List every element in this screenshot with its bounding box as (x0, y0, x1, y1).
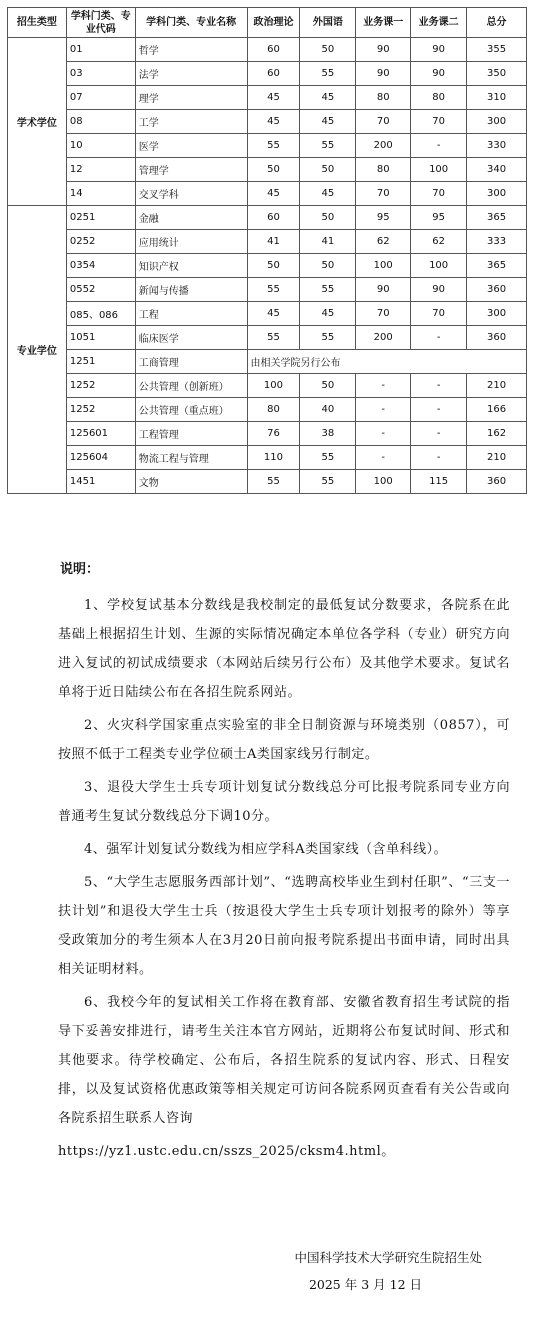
cell-code: 0252 (66, 230, 135, 254)
table-row (8, 206, 527, 230)
table-row (8, 470, 527, 494)
cell-course2: 70 (411, 182, 467, 206)
cell-foreign: 55 (300, 470, 356, 494)
cell-name: 公共管理（创新班） (135, 374, 247, 398)
group-professional: 专业学位 (8, 206, 67, 494)
cell-foreign: 50 (300, 38, 356, 62)
cell-name: 公共管理（重点班） (135, 398, 247, 422)
cell-politics: 60 (247, 62, 300, 86)
notes-title: 说明： (60, 562, 100, 577)
cell-code: 10 (66, 134, 135, 158)
cell-total: 300 (467, 182, 527, 206)
cell-course1: - (356, 398, 411, 422)
cell-total: 166 (467, 398, 527, 422)
cell-politics: 60 (247, 38, 300, 62)
cell-name: 物流工程与管理 (135, 446, 247, 470)
cell-code: 1252 (66, 374, 135, 398)
cell-course2: 90 (411, 62, 467, 86)
cell-foreign: 45 (300, 302, 356, 326)
cell-course2: 62 (411, 230, 467, 254)
note-item-3: 3、退役大学生士兵专项计划复试分数线总分可比报考院系同专业方向普通考生复试分数线总分下调10分。 (58, 780, 510, 824)
table-header-row (8, 8, 527, 38)
cell-foreign: 55 (300, 446, 356, 470)
cell-foreign: 55 (300, 326, 356, 350)
note-item-4: 4、强军计划复试分数线为相应学科A类国家线（含单科线）。 (84, 842, 448, 857)
cell-total: 162 (467, 422, 527, 446)
cell-foreign: 38 (300, 422, 356, 446)
cell-course1: 200 (356, 134, 411, 158)
cell-name: 临床医学 (135, 326, 247, 350)
cell-politics: 50 (247, 158, 300, 182)
cell-course2: - (411, 422, 467, 446)
header-course1: 业务课一 (356, 8, 411, 38)
header-politics: 政治理论 (247, 8, 300, 38)
cell-course2: - (411, 398, 467, 422)
notes-section (58, 558, 510, 1170)
cell-foreign: 45 (300, 182, 356, 206)
cell-code: 03 (66, 62, 135, 86)
table-row (8, 422, 527, 446)
cell-foreign: 50 (300, 254, 356, 278)
table-row (8, 110, 527, 134)
cell-total: 330 (467, 134, 527, 158)
cell-code: 125604 (66, 446, 135, 470)
cell-name: 应用统计 (135, 230, 247, 254)
cell-total: 300 (467, 110, 527, 134)
header-type: 招生类型 (8, 8, 67, 38)
cell-course2: 70 (411, 110, 467, 134)
cell-politics: 55 (247, 470, 300, 494)
signature-org: 中国科学技术大学研究生院招生处 (294, 1250, 482, 1265)
cell-course2: 90 (411, 278, 467, 302)
cell-course1: 90 (356, 62, 411, 86)
cell-code: 14 (66, 182, 135, 206)
cell-course2: - (411, 134, 467, 158)
table-row (8, 374, 527, 398)
cell-foreign: 50 (300, 158, 356, 182)
cell-name: 理学 (135, 86, 247, 110)
cell-total: 210 (467, 446, 527, 470)
cell-course1: 70 (356, 182, 411, 206)
cell-code: 12 (66, 158, 135, 182)
cell-course1: 100 (356, 470, 411, 494)
cell-course1: 70 (356, 302, 411, 326)
cell-code: 0251 (66, 206, 135, 230)
cell-name: 医学 (135, 134, 247, 158)
cell-total: 210 (467, 374, 527, 398)
cell-course1: 70 (356, 110, 411, 134)
table-row (8, 398, 527, 422)
cell-politics: 100 (247, 374, 300, 398)
cell-course2: - (411, 326, 467, 350)
cell-course2: 70 (411, 302, 467, 326)
cell-name: 交叉学科 (135, 182, 247, 206)
group-academic: 学术学位 (8, 38, 67, 206)
cell-course1: - (356, 422, 411, 446)
cell-code: 1451 (66, 470, 135, 494)
cell-course1: 200 (356, 326, 411, 350)
cell-code: 1251 (66, 350, 135, 374)
table-row (8, 86, 527, 110)
cell-course2: - (411, 374, 467, 398)
table-row (8, 302, 527, 326)
signature-date: 2025 年 3 月 12 日 (308, 1277, 422, 1292)
cell-total: 360 (467, 278, 527, 302)
cell-politics: 50 (247, 254, 300, 278)
cell-name: 工程管理 (135, 422, 247, 446)
cell-course1: 90 (356, 278, 411, 302)
note-item-6: 6、我校今年的复试相关工作将在教育部、安徽省教育招生考试院的指导下妥善安排进行，请考生关注本官方网站，近期将公布复试时间、形式和其他要求。待学校确定、公布后，各招生院系的复试内容、形式、日程安排，以及复试资格优惠政策等相关规定可访问各院系网页查看有关公告或向各院系招生联系人咨询 (58, 995, 510, 1126)
cell-name: 哲学 (135, 38, 247, 62)
note-item-1: 1、学校复试基本分数线是我校制定的最低复试分数要求，各院系在此基础上根据招生计划、生源的实际情况确定本单位各学科（专业）研究方向进入复试的初试成绩要求（本网站后续另行公布）及其他学术要求。复试名单将于近日陆续公布在各招生院系网站。 (58, 598, 510, 700)
header-total: 总分 (467, 8, 527, 38)
cell-name: 文物 (135, 470, 247, 494)
table-body (8, 38, 527, 494)
cell-politics: 80 (247, 398, 300, 422)
cell-total: 365 (467, 254, 527, 278)
table-row (8, 62, 527, 86)
table-row (8, 254, 527, 278)
cell-politics: 60 (247, 206, 300, 230)
table-row (8, 326, 527, 350)
header-foreign: 外国语 (300, 8, 356, 38)
cell-name: 工学 (135, 110, 247, 134)
cell-name: 金融 (135, 206, 247, 230)
cell-foreign: 50 (300, 206, 356, 230)
cell-foreign: 41 (300, 230, 356, 254)
table-row (8, 38, 527, 62)
cell-total: 360 (467, 470, 527, 494)
score-table (7, 7, 527, 494)
note-item-2: 2、火灾科学国家重点实验室的非全日制资源与环境类别（0857），可按照不低于工程类专业学位硕士A类国家线另行制定。 (58, 718, 510, 762)
cell-foreign: 55 (300, 278, 356, 302)
table-row (8, 446, 527, 470)
table-row (8, 134, 527, 158)
cell-politics: 45 (247, 110, 300, 134)
cell-code: 125601 (66, 422, 135, 446)
cell-code: 085、086 (66, 302, 135, 326)
cell-course2: 90 (411, 38, 467, 62)
cell-code: 0354 (66, 254, 135, 278)
cell-course2: 100 (411, 254, 467, 278)
cell-code: 07 (66, 86, 135, 110)
cell-course1: - (356, 446, 411, 470)
cell-politics: 45 (247, 182, 300, 206)
cell-name: 新闻与传播 (135, 278, 247, 302)
cell-note: 由相关学院另行公布 (247, 350, 527, 374)
cell-politics: 55 (247, 326, 300, 350)
cell-total: 310 (467, 86, 527, 110)
cell-course1: 80 (356, 86, 411, 110)
cell-name: 法学 (135, 62, 247, 86)
cell-course2: - (411, 446, 467, 470)
cell-politics: 110 (247, 446, 300, 470)
cell-course1: - (356, 374, 411, 398)
cell-total: 300 (467, 302, 527, 326)
cell-politics: 41 (247, 230, 300, 254)
cell-politics: 55 (247, 134, 300, 158)
cell-politics: 45 (247, 302, 300, 326)
cell-foreign: 40 (300, 398, 356, 422)
cell-code: 1051 (66, 326, 135, 350)
table-row (8, 182, 527, 206)
note-item-5: 5、“大学生志愿服务西部计划”、“选聘高校毕业生到村任职”、“三支一扶计划”和退役大学生士兵（按退役大学生士兵专项计划报考的除外）等享受政策加分的考生须本人在3月20日前向报考院系提出书面申请，同时出具相关证明材料。 (58, 875, 510, 977)
table-row (8, 230, 527, 254)
note-url[interactable]: https://yz1.ustc.edu.cn/sszs_2025/cksm4.html。 (58, 1144, 395, 1159)
cell-name: 知识产权 (135, 254, 247, 278)
cell-total: 355 (467, 38, 527, 62)
cell-course2: 100 (411, 158, 467, 182)
cell-foreign: 55 (300, 134, 356, 158)
cell-name: 工程 (135, 302, 247, 326)
table-row (8, 278, 527, 302)
cell-course1: 80 (356, 158, 411, 182)
cell-course1: 95 (356, 206, 411, 230)
cell-politics: 45 (247, 86, 300, 110)
header-name: 学科门类、专业名称 (135, 8, 247, 38)
cell-name: 管理学 (135, 158, 247, 182)
cell-course1: 62 (356, 230, 411, 254)
cell-total: 365 (467, 206, 527, 230)
cell-foreign: 50 (300, 374, 356, 398)
header-code: 学科门类、专业代码 (66, 8, 135, 38)
table-row (8, 350, 527, 374)
cell-name: 工商管理 (135, 350, 247, 374)
cell-code: 1252 (66, 398, 135, 422)
cell-course1: 100 (356, 254, 411, 278)
cell-politics: 55 (247, 278, 300, 302)
cell-total: 340 (467, 158, 527, 182)
cell-foreign: 55 (300, 62, 356, 86)
cell-code: 01 (66, 38, 135, 62)
table-row (8, 158, 527, 182)
cell-foreign: 45 (300, 86, 356, 110)
cell-code: 0552 (66, 278, 135, 302)
cell-total: 333 (467, 230, 527, 254)
cell-total: 350 (467, 62, 527, 86)
cell-course1: 90 (356, 38, 411, 62)
cell-code: 08 (66, 110, 135, 134)
cell-foreign: 45 (300, 110, 356, 134)
cell-total: 360 (467, 326, 527, 350)
cell-course2: 95 (411, 206, 467, 230)
cell-politics: 76 (247, 422, 300, 446)
header-course2: 业务课二 (411, 8, 467, 38)
cell-course2: 115 (411, 470, 467, 494)
cell-course2: 80 (411, 86, 467, 110)
